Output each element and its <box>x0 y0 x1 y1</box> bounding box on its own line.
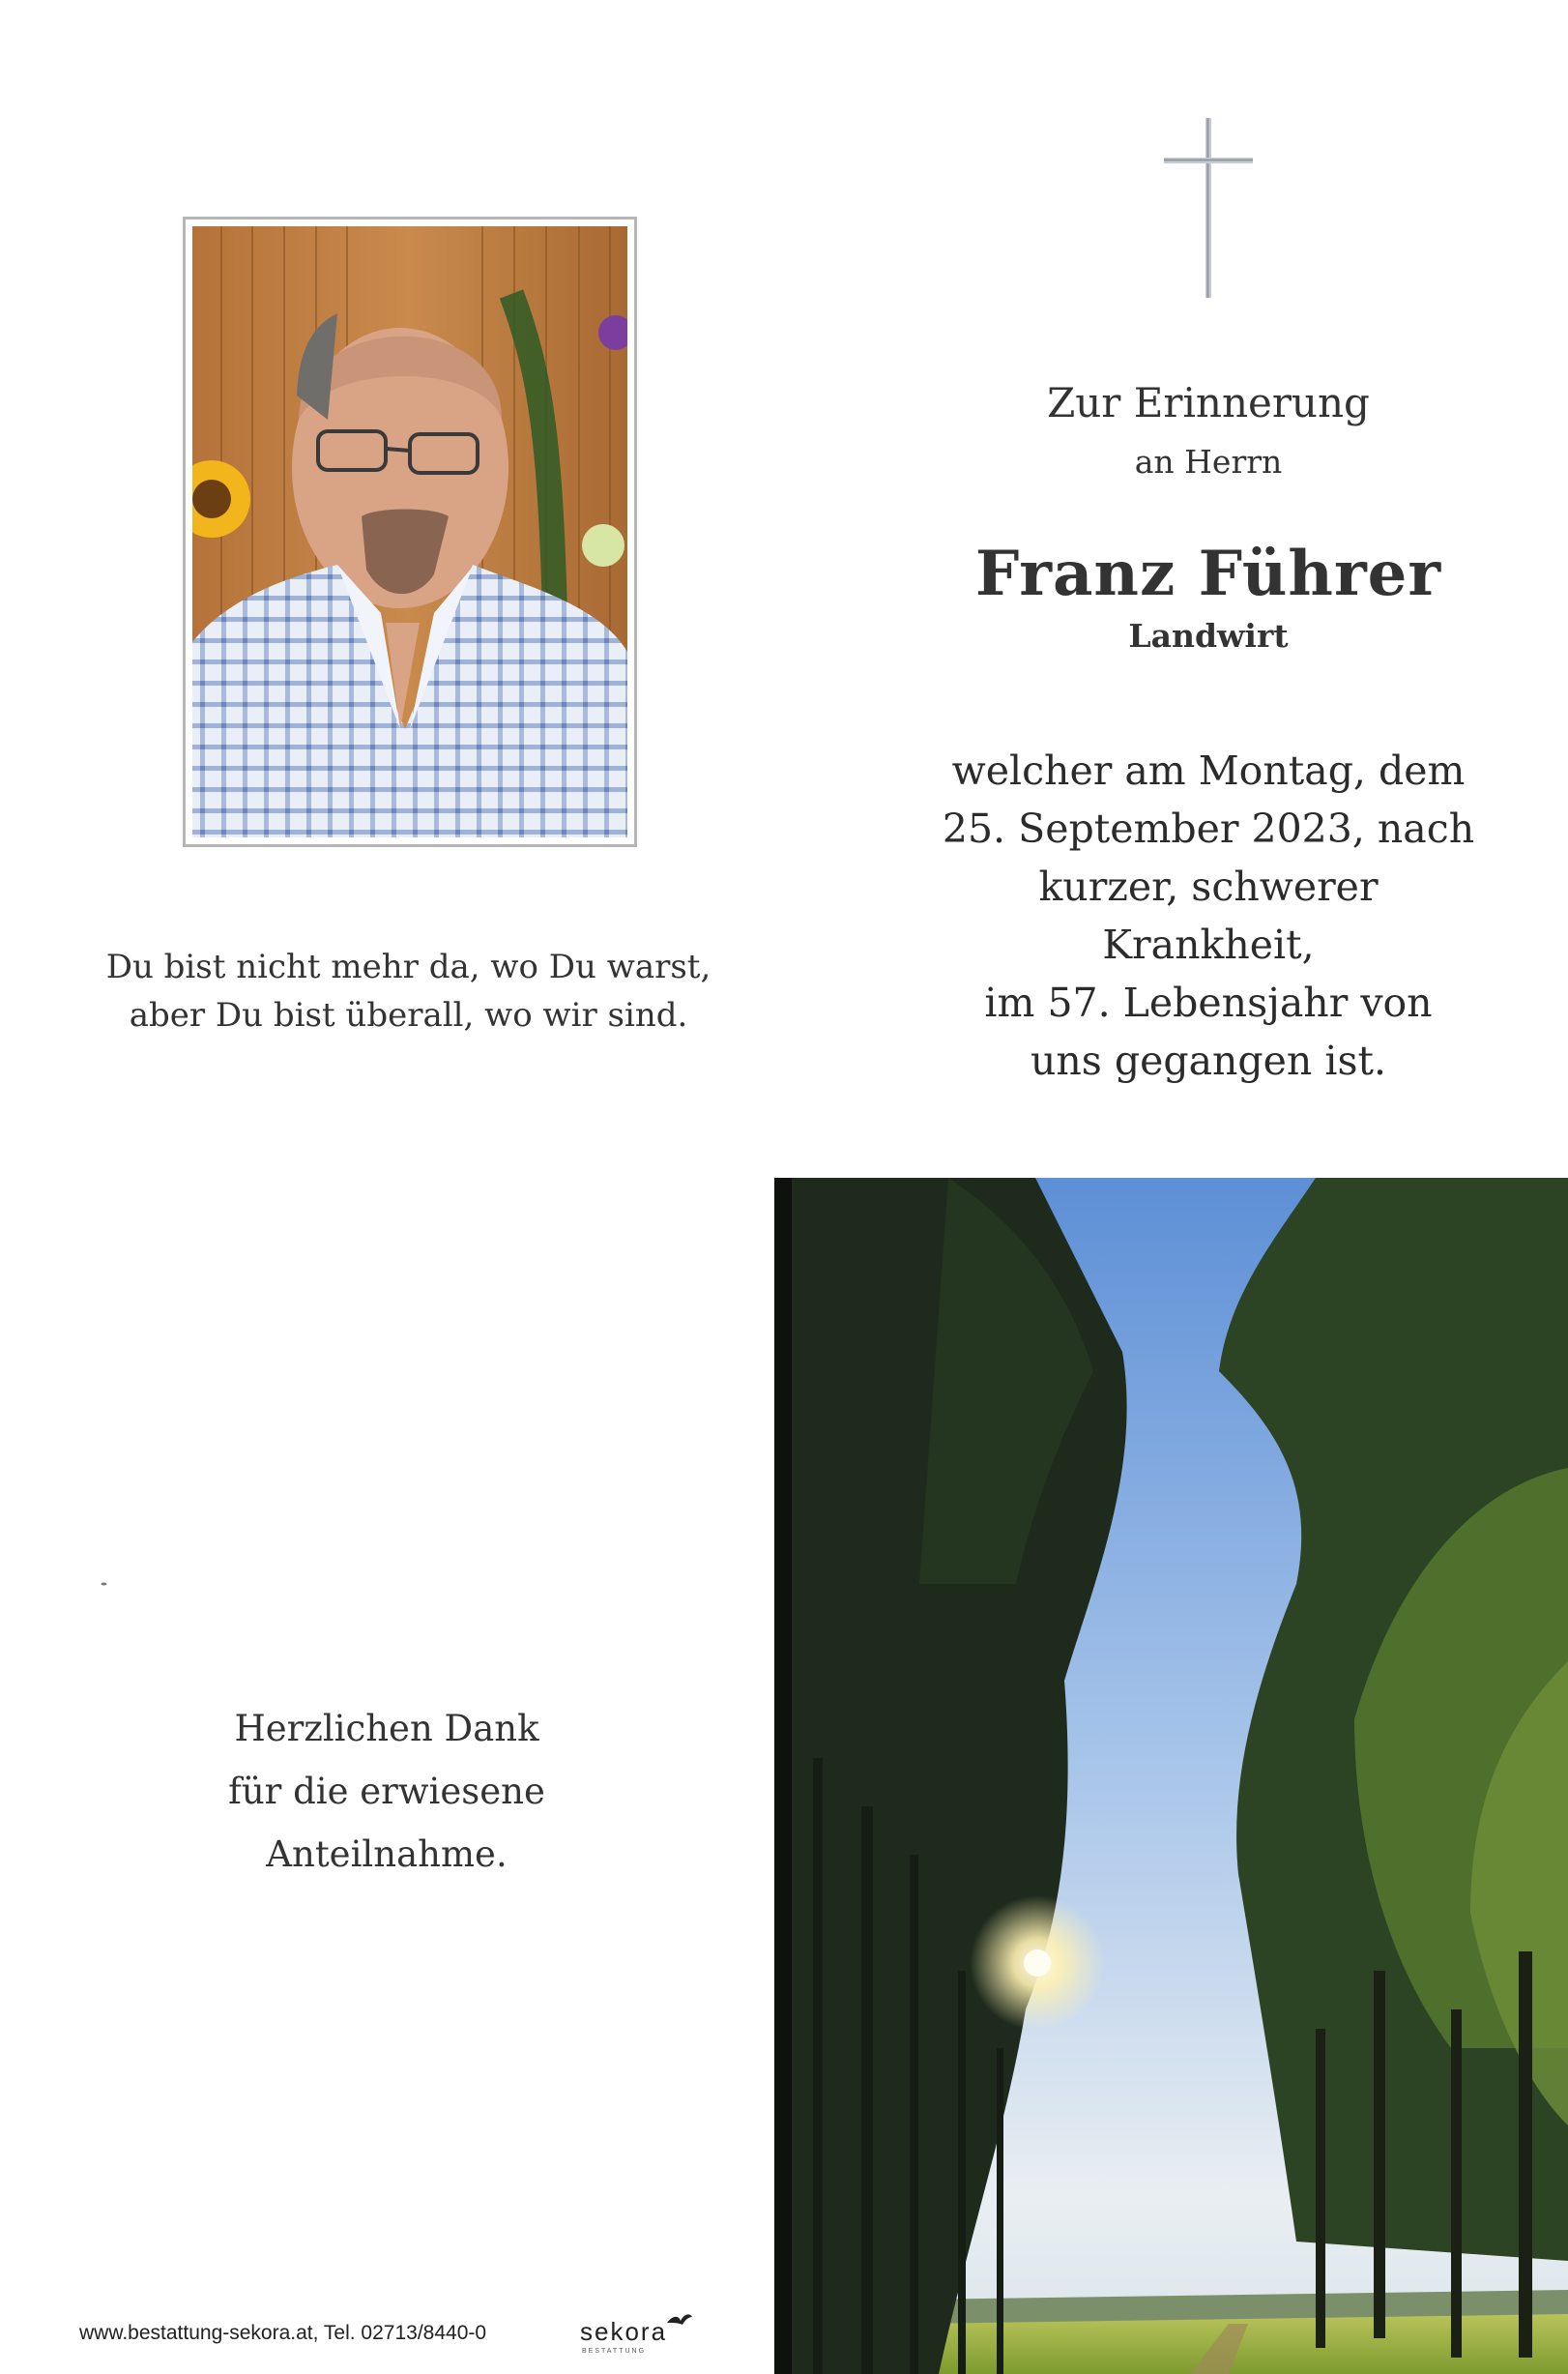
cross-icon <box>1160 116 1257 300</box>
footer-contact: www.bestattung-sekora.at, Tel. 02713/8440-0 <box>79 2322 487 2344</box>
portrait-illustration <box>192 226 627 837</box>
verse <box>58 943 759 1040</box>
death-notice <box>928 742 1489 1090</box>
portrait-photo <box>192 226 627 837</box>
notice-line: im 57. Lebensjahr von <box>984 980 1433 1026</box>
thanks-line: Anteilnahme. <box>266 1833 508 1875</box>
logo-text: sekora <box>580 2317 668 2346</box>
thanks-line: für die erwiesene <box>228 1771 545 1812</box>
memorial-heading: Zur Erinnerung <box>1047 379 1370 426</box>
sekora-logo <box>580 2311 696 2358</box>
notice-line: welcher am Montag, dem <box>951 747 1466 794</box>
forest-illustration <box>774 1178 1568 2374</box>
verse-line-1: Du bist nicht mehr da, wo Du warst, <box>105 948 711 986</box>
portrait-frame <box>183 217 637 847</box>
notice-line: 25. September 2023, nach <box>942 806 1475 852</box>
logo-tagline: BESTATTUNG <box>582 2348 647 2355</box>
scan-speck <box>101 1582 107 1586</box>
bird-icon <box>665 2311 694 2330</box>
verse-line-2: aber Du bist überall, wo wir sind. <box>129 996 688 1035</box>
deceased-name: Franz Führer <box>974 538 1442 610</box>
thanks-line: Herzlichen Dank <box>234 1708 539 1749</box>
notice-line: uns gegangen ist. <box>1030 1038 1387 1084</box>
deceased-occupation: Landwirt <box>1128 617 1289 655</box>
thanks-text <box>155 1697 619 1886</box>
forest-photo <box>774 1178 1568 2374</box>
notice-line: kurzer, schwerer Krankheit, <box>1038 864 1379 968</box>
memorial-sub: an Herrn <box>1134 443 1283 481</box>
